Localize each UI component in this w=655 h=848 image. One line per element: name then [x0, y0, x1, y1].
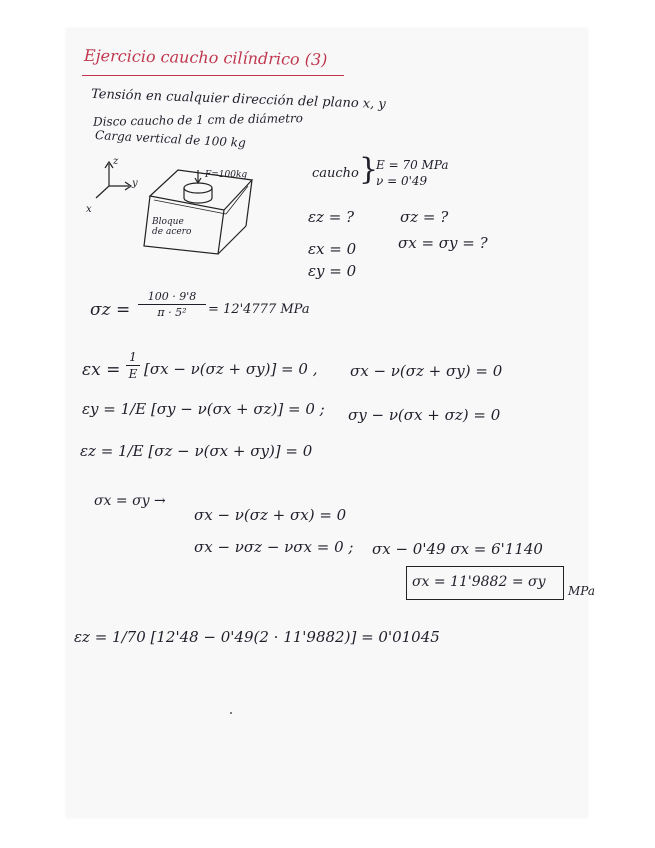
strain-z-unknown: εz = ? — [308, 208, 355, 226]
solve-step-1: σx − ν(σz + σx) = 0 — [194, 506, 347, 524]
stress-unit: MPa — [568, 584, 595, 598]
title-underline — [82, 75, 344, 76]
intro-line: Carga vertical de 100 kg — [94, 128, 247, 150]
sigma-z-fraction — [138, 290, 206, 319]
axis-label-y: y — [132, 178, 138, 189]
material-name: caucho — [312, 166, 359, 181]
exercise-title: Ejercicio caucho cilíndrico (3) — [83, 45, 328, 70]
intro-line: Tensión en cualquier dirección del plano x, y — [90, 86, 386, 113]
ink-dot — [230, 712, 232, 714]
axis-label-z: z — [113, 156, 119, 167]
intro-line: Disco caucho de 1 cm de diámetro — [92, 111, 304, 129]
sigma-z-label: σz = — [90, 300, 131, 320]
strain-x-label: εx = — [82, 360, 121, 380]
strain-y-zero: εy = 0 — [308, 262, 357, 280]
fraction-bar — [138, 304, 206, 305]
axis-label-x: x — [86, 204, 92, 215]
final-strain-equation: εz = 1/70 [12'48 − 0'49(2 · 11'9882)] = 0'01045 — [74, 628, 440, 646]
equal-stress-condition: σx = σy → — [94, 493, 166, 509]
block-label: de acero — [152, 227, 192, 237]
paper-sheet — [66, 28, 595, 818]
strain-y-equation: εy = 1/E [σy − ν(σx + σz)] = 0 ; — [82, 400, 325, 418]
stress-z-unknown: σz = ? — [400, 208, 449, 226]
force-label: F=100kg — [205, 170, 248, 180]
strain-z-equation: εz = 1/E [σz − ν(σx + σy)] = 0 — [80, 442, 313, 460]
fraction-bar — [126, 365, 140, 366]
sigma-z-value: = 12'4777 MPa — [208, 302, 310, 317]
strain-x-fraction — [126, 350, 140, 381]
solve-step-2: σx − νσz − νσx = 0 ; — [194, 538, 354, 556]
strain-y-result: σy − ν(σx + σz) = 0 — [348, 406, 501, 424]
block-label: Bloque — [152, 217, 184, 227]
poisson-ratio: ν = 0'49 — [376, 174, 428, 188]
strain-x-equation: [σx − ν(σz + σy)] = 0 , — [144, 360, 318, 378]
stress-xy-unknown: σx = σy = ? — [398, 234, 488, 252]
stress-xy-result: σx = 11'9882 = σy — [412, 574, 546, 590]
fraction-denominator: E — [128, 367, 138, 381]
fraction-numerator: 1 — [129, 350, 137, 364]
fraction-denominator: π · 5² — [157, 306, 187, 319]
strain-x-result: σx − ν(σz + σy) = 0 — [350, 362, 503, 380]
youngs-modulus: E = 70 MPa — [376, 158, 449, 172]
strain-x-zero: εx = 0 — [308, 240, 357, 258]
solve-step-3: σx − 0'49 σx = 6'1140 — [372, 540, 543, 558]
material-brace: } — [359, 152, 379, 187]
fraction-numerator: 100 · 9'8 — [147, 290, 197, 303]
